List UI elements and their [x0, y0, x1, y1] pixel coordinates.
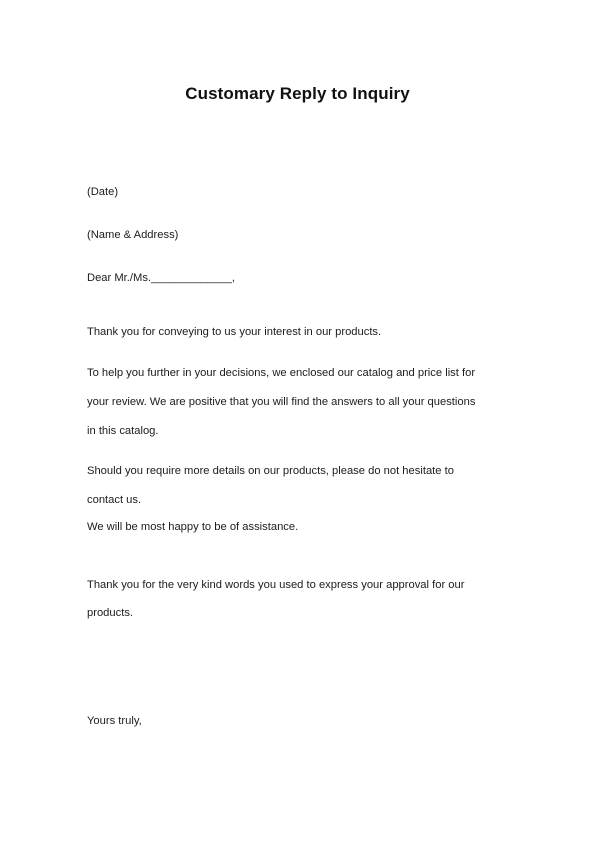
- paragraph-1-line-1: Thank you for conveying to us your interest in our products.: [87, 326, 382, 338]
- document-title: Customary Reply to Inquiry: [185, 84, 410, 103]
- paragraph-2-line-1: To help you further in your decisions, we enclosed our catalog and price list for: [87, 367, 476, 379]
- paragraph-2-line-2: your review. We are positive that you will find the answers to all your questions: [87, 396, 476, 408]
- paragraph-3-line-1: Should you require more details on our products, please do not hesitate to: [87, 465, 454, 477]
- paragraph-4-line-2: products.: [87, 607, 134, 619]
- closing: Yours truly,: [87, 715, 142, 727]
- date-placeholder: (Date): [87, 186, 119, 198]
- salutation: Dear Mr./Ms._____________,: [87, 272, 236, 284]
- paragraph-3-line-3: We will be most happy to be of assistance.: [87, 521, 299, 533]
- paragraph-4-line-1: Thank you for the very kind words you used to express your approval for our: [87, 579, 465, 591]
- paragraph-2-line-3: in this catalog.: [87, 425, 159, 437]
- name-address-placeholder: (Name & Address): [87, 229, 179, 241]
- paragraph-3-line-2: contact us.: [87, 494, 142, 506]
